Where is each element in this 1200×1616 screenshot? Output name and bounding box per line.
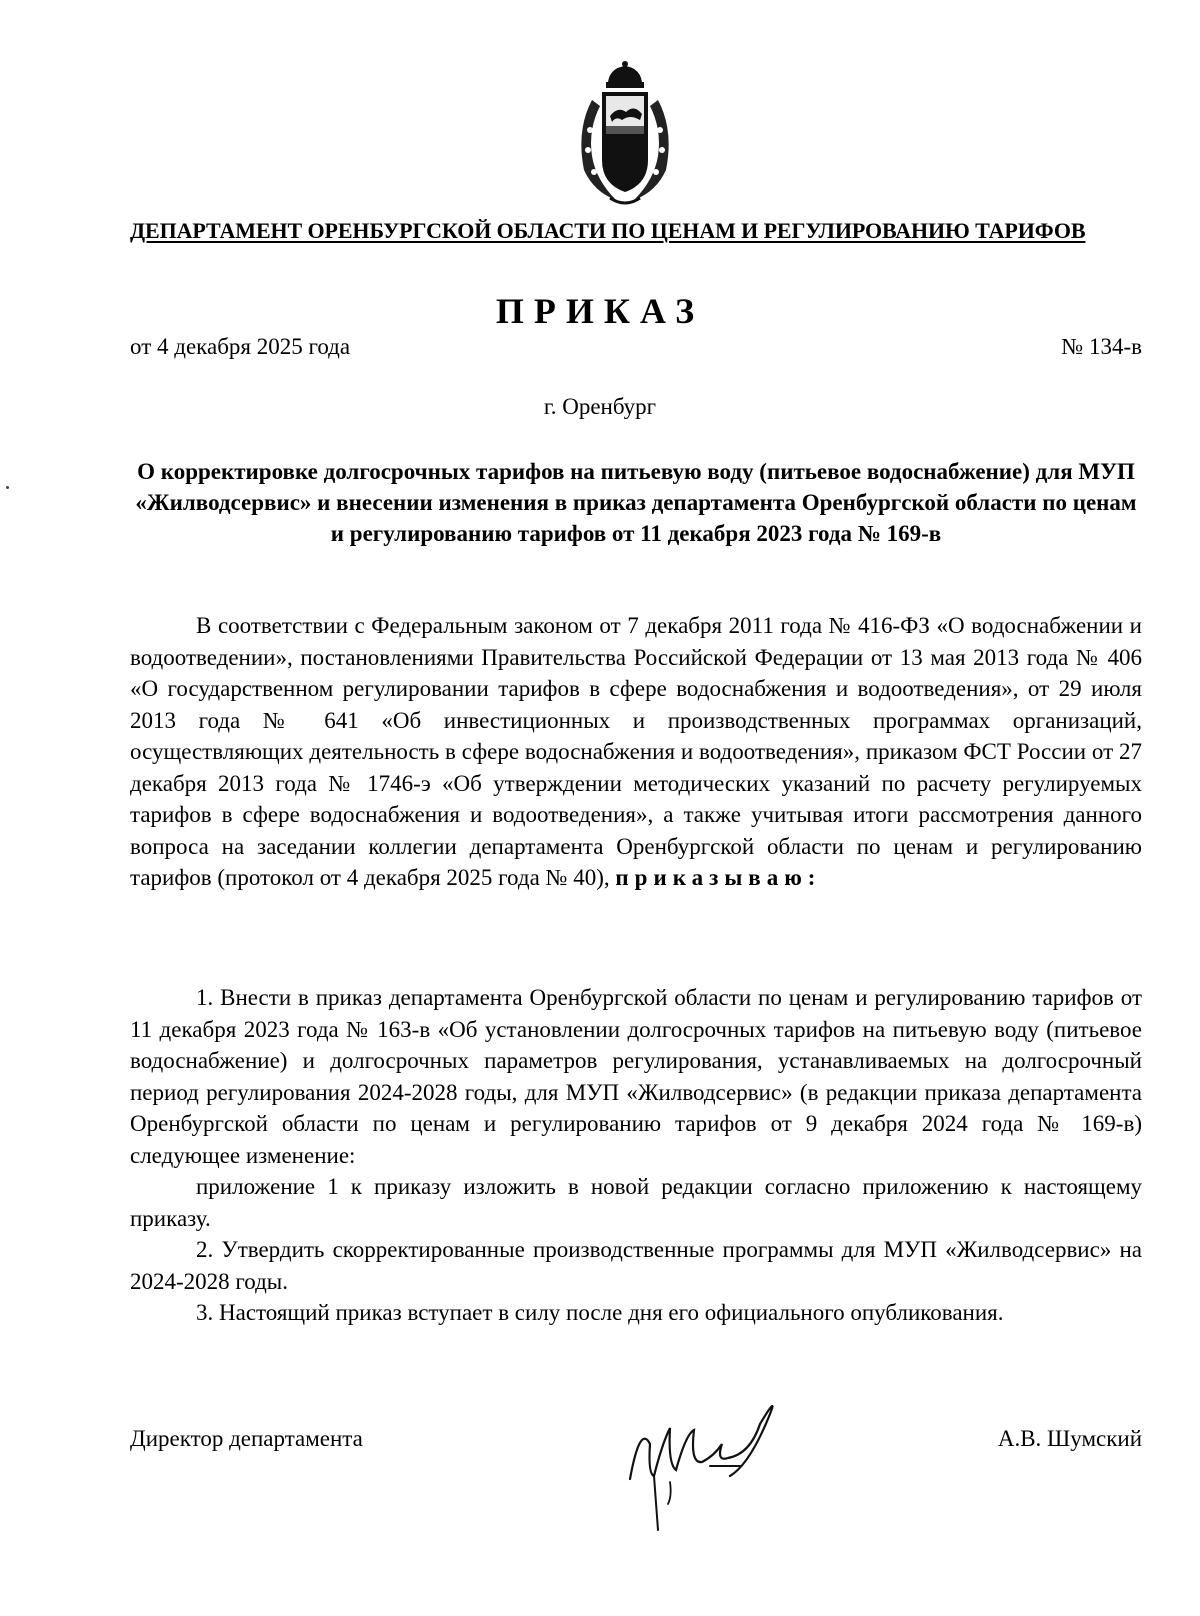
order-item-1-detail: приложение 1 к приказу изложить в новой редакции согласно приложению к настоящему приказу. (130, 1174, 1142, 1231)
department-header: ДЕПАРТАМЕНТ ОРЕНБУРГСКОЙ ОБЛАСТИ ПО ЦЕНАМ И РЕГУЛИРОВАНИЮ ТАРИФОВ (130, 218, 1086, 243)
order-item-1: 1. Внести в приказ департамента Оренбургской области по ценам и регулированию тарифов от 11 декабря 2023 года № 163-в «Об установлении долгосрочных тарифов на питьевую воду (питьевое водоснабжение) и долгосрочных параметров регулирования, устанавливаемых на долгосрочный период регулирования 2024-2028 годы, для МУП «Жилводсервис» (в редакции приказа департамента Оренбургской области по ценам и регулированию тарифов от 9 декабря 2024 года № 169-в) следующее изменение: (130, 985, 1142, 1168)
preamble-paragraph (130, 610, 1142, 894)
order-date: от 4 декабря 2025 года (130, 334, 351, 359)
preamble-text: В соответствии с Федеральным законом от 7 декабря 2011 года № 416-ФЗ «О водоснабжении и водоотведении», постановлениями Правительства Российской Федерации от 13 мая 2013 года № 406 «О государственном регулировании тарифов в сфере водоснабжения и водоотведения», от 29 июля 2013 года № 641 «Об инвестиционных и производственных программах организаций, осуществляющих деятельность в сфере водоснабжения и водоотведения», приказом ФСТ России от 27 декабря 2013 года № 1746-э «Об утверждении методических указаний по расчету регулируемых тарифов в сфере водоснабжения и водоотведения», а также учитывая итоги рассмотрения данного вопроса на заседании коллегии департамента Оренбургской области по ценам и регулированию тарифов (протокол от 4 декабря 2025 года № 40), (130, 613, 1142, 890)
order-title: О корректировке долгосрочных тарифов на питьевую воду (питьевое водоснабжение) для МУП «Жилводсервис» и внесении изменения в приказ департамента Оренбургской области по ценам и регулированию тарифов от 11 декабря 2023 года № 169-в (135, 459, 1137, 546)
order-item-2: 2. Утвердить скорректированные производственные программы для МУП «Жилводсервис» на 2024-2028 годы. (130, 1237, 1142, 1294)
order-number: № 134-в (1061, 334, 1142, 359)
order-items (130, 982, 1142, 1329)
signatory-name: А.В. Шумский (997, 1426, 1142, 1451)
signatory-position: Директор департамента (130, 1426, 363, 1451)
coat-of-arms-emblem (570, 60, 680, 210)
margin-dot (6, 486, 9, 489)
city-name: г. Оренбург (543, 394, 657, 419)
handwritten-signature (610, 1384, 810, 1534)
document-type-heading: ПРИКАЗ (495, 291, 705, 331)
order-word: приказываю: (615, 865, 822, 890)
order-item-3: 3. Настоящий приказ вступает в силу после дня его официального опубликования. (196, 1300, 1004, 1325)
